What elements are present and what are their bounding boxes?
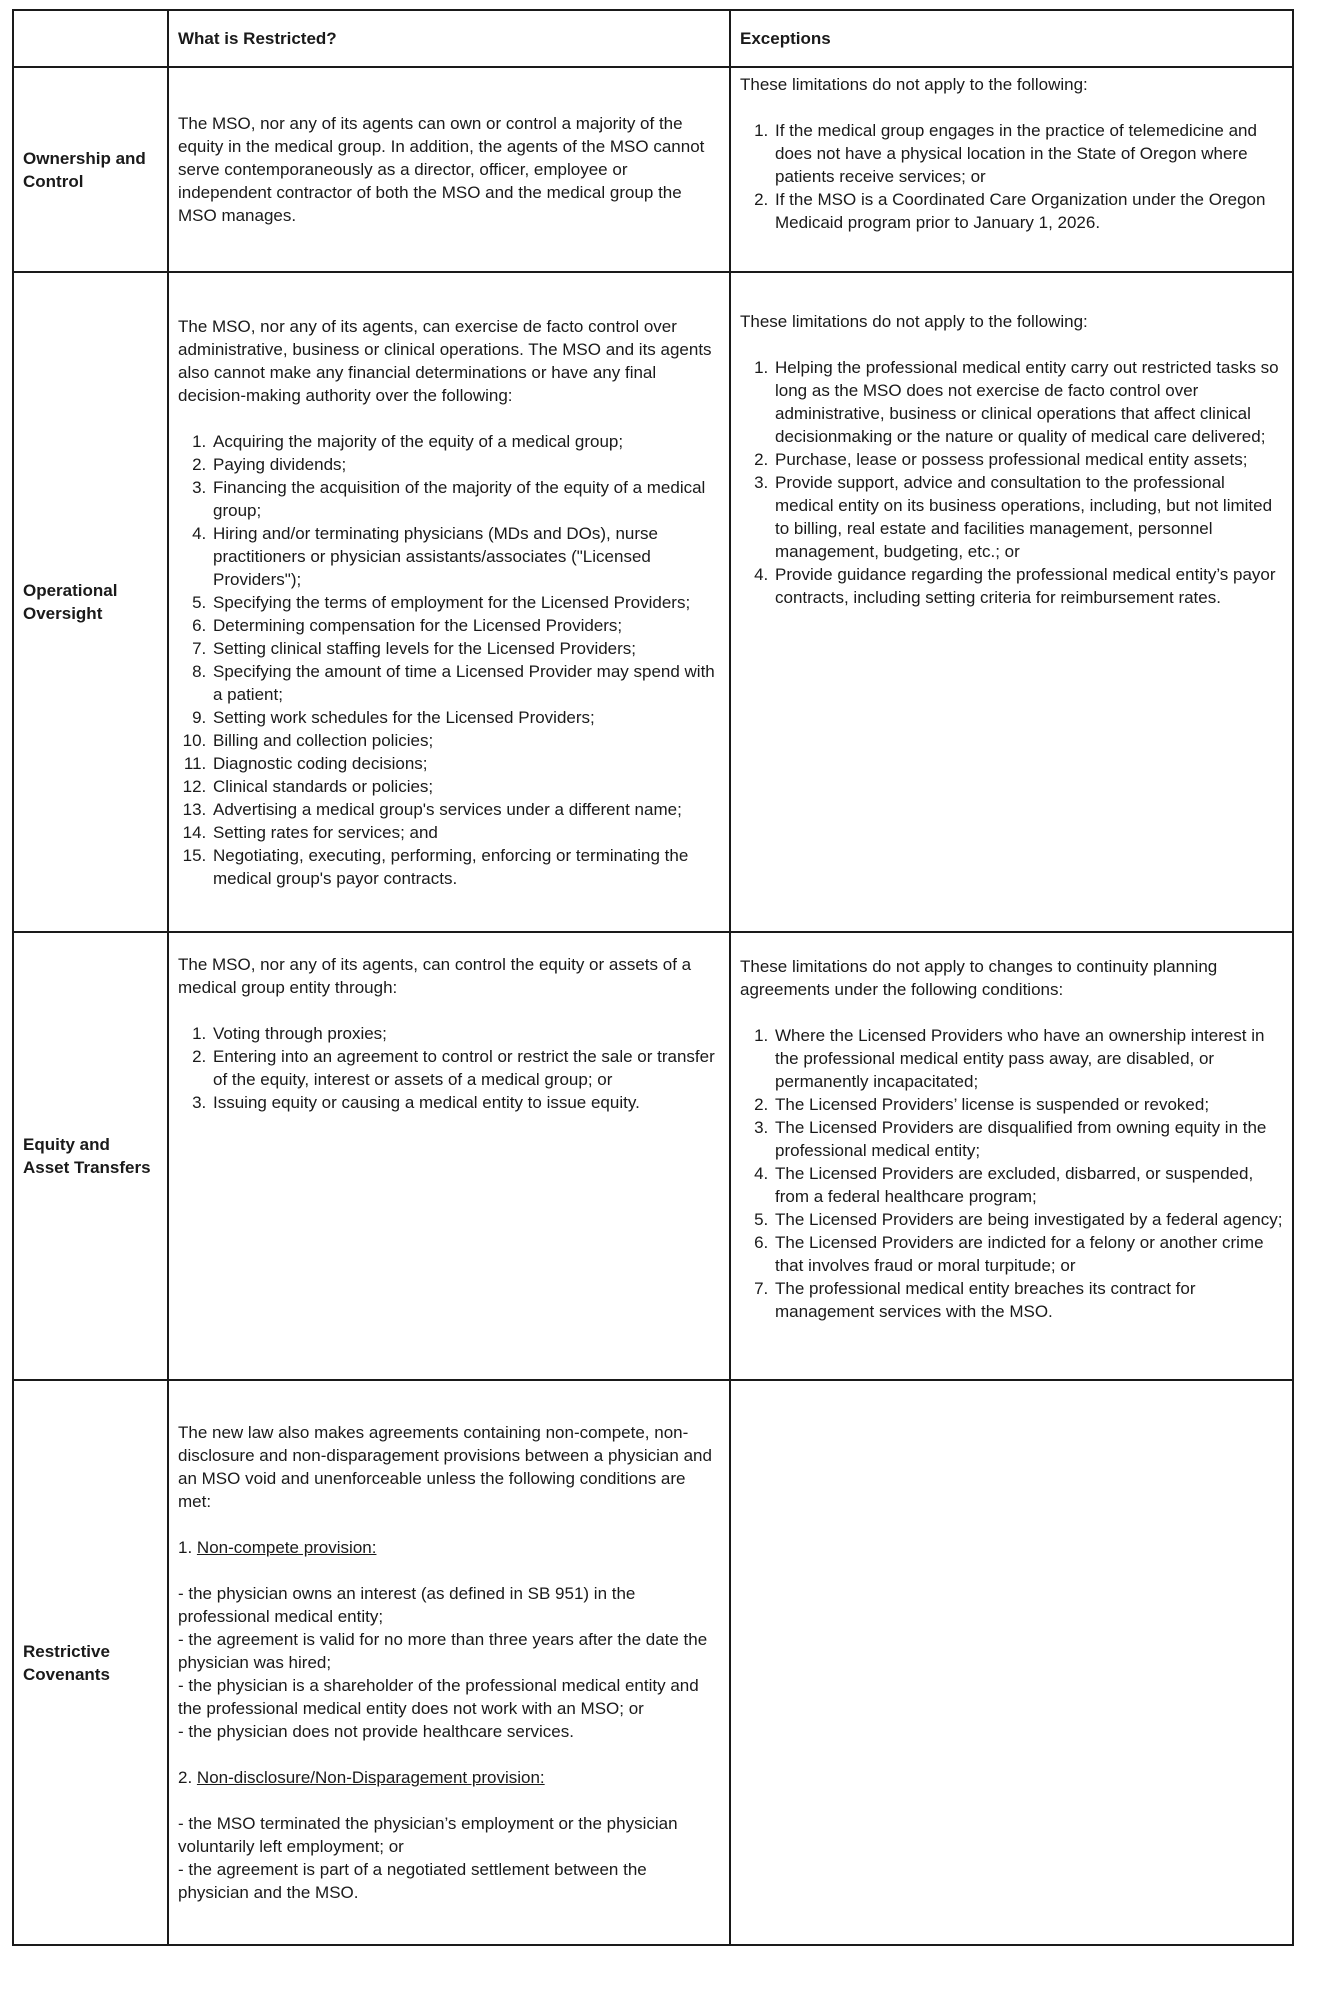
list-item: - the MSO terminated the physician’s employment or the physician voluntarily left employment; or [178, 1814, 678, 1856]
restricted-cell [168, 272, 730, 932]
row-label: Equity and Asset Transfers [13, 932, 168, 1380]
row-label: Operational Oversight [13, 272, 168, 932]
restricted-text: The new law also makes agreements containing non-compete, non-disclosure and non-disparagement provisions between a physician and an MSO void and unenforceable unless the following conditions are met: [178, 1423, 712, 1511]
exceptions-list [740, 1024, 1283, 1323]
exceptions-list [740, 119, 1283, 234]
list-item: 15. Negotiating, executing, performing, enforcing or terminating the medical group's payor contracts. [211, 844, 720, 890]
list-item: - the physician owns an interest (as defined in SB 951) in the professional medical entity; [178, 1584, 636, 1626]
list-item: 13. Advertising a medical group's services under a different name; [211, 798, 720, 821]
list-item: - the physician is a shareholder of the professional medical entity and the professional medical entity does not work with an MSO; or [178, 1676, 699, 1718]
list-item: 3. The Licensed Providers are disqualified from owning equity in the professional medical entity; [773, 1116, 1283, 1162]
exceptions-intro: These limitations do not apply to changes to continuity planning agreements under the following conditions: [740, 957, 1218, 999]
row-ownership-control [13, 67, 1293, 272]
restricted-list [178, 1022, 720, 1114]
exceptions-cell [730, 1380, 1293, 1945]
noncompete-number: 1. [178, 1538, 193, 1557]
list-item: 1. If the medical group engages in the practice of telemedicine and does not have a physical location in the State of Oregon where patients receive services; or [773, 119, 1283, 188]
list-item: - the agreement is valid for no more than three years after the date the physician was hired; [178, 1630, 708, 1672]
list-item: 3. Provide support, advice and consultation to the professional medical entity on its business operations, including, but not limited to billing, real estate and facilities management, personnel management, budgeting, etc.; or [773, 471, 1283, 563]
list-item: 8. Specifying the amount of time a Licensed Provider may spend with a patient; [211, 660, 720, 706]
restricted-text: The MSO, nor any of its agents, can control the equity or assets of a medical group entity through: [178, 955, 692, 997]
restricted-cell [168, 932, 730, 1380]
list-item: 5. Specifying the terms of employment for the Licensed Providers; [211, 591, 720, 614]
list-item: 5. The Licensed Providers are being investigated by a federal agency; [773, 1208, 1283, 1231]
restricted-list [178, 430, 720, 890]
list-item: 1. Acquiring the majority of the equity of a medical group; [211, 430, 720, 453]
list-item: 2. Purchase, lease or possess professional medical entity assets; [773, 448, 1283, 471]
row-label: Restrictive Covenants [13, 1380, 168, 1945]
restrictions-table [12, 9, 1294, 1946]
list-item: - the agreement is part of a negotiated settlement between the physician and the MSO. [178, 1860, 647, 1902]
list-item: 1. Where the Licensed Providers who have an ownership interest in the professional medical entity pass away, are disabled, or permanently incapacitated; [773, 1024, 1283, 1093]
exceptions-cell [730, 67, 1293, 272]
list-item: 12. Clinical standards or policies; [211, 775, 720, 798]
exceptions-list [740, 356, 1283, 609]
list-item: - the physician does not provide healthcare services. [178, 1722, 574, 1741]
noncompete-heading [178, 1536, 720, 1559]
list-item: 6. Determining compensation for the Licensed Providers; [211, 614, 720, 637]
header-row [13, 10, 1293, 67]
row-label: Ownership and Control [13, 67, 168, 272]
exceptions-cell [730, 932, 1293, 1380]
nondisclosure-heading-text: Non-disclosure/Non-Disparagement provision: [196, 1768, 545, 1787]
exceptions-cell [730, 272, 1293, 932]
list-item: 10. Billing and collection policies; [211, 729, 720, 752]
nondisclosure-number: 2. [178, 1768, 193, 1787]
list-item: 7. The professional medical entity breaches its contract for management services with the MSO. [773, 1277, 1283, 1323]
row-restrictive-covenants [13, 1380, 1293, 1945]
noncompete-heading-text: Non-compete provision: [196, 1538, 377, 1557]
list-item: 2. Entering into an agreement to control or restrict the sale or transfer of the equity, interest or assets of a medical group; or [211, 1045, 720, 1091]
list-item: 6. The Licensed Providers are indicted for a felony or another crime that involves fraud or moral turpitude; or [773, 1231, 1283, 1277]
list-item: 2. Paying dividends; [211, 453, 720, 476]
restricted-text: The MSO, nor any of its agents, can exercise de facto control over administrative, business or clinical operations. The MSO and its agents also cannot make any financial determinations or have any final decision-making authority over the following: [178, 316, 712, 405]
list-item: 4. The Licensed Providers are excluded, disbarred, or suspended, from a federal healthcare program; [773, 1162, 1283, 1208]
list-item: 14. Setting rates for services; and [211, 821, 720, 844]
list-item: 2. The Licensed Providers’ license is suspended or revoked; [773, 1093, 1283, 1116]
list-item: 9. Setting work schedules for the Licensed Providers; [211, 706, 720, 729]
row-equity-asset-transfers [13, 932, 1293, 1380]
header-blank [13, 10, 168, 67]
exceptions-intro: These limitations do not apply to the following: [740, 75, 1088, 94]
restricted-cell [168, 67, 730, 272]
header-exceptions: Exceptions [730, 10, 1293, 67]
list-item: 4. Provide guidance regarding the professional medical entity’s payor contracts, including setting criteria for reimbursement rates. [773, 563, 1283, 609]
list-item: 4. Hiring and/or terminating physicians (MDs and DOs), nurse practitioners or physician assistants/associates ("Licensed Providers"); [211, 522, 720, 591]
header-restricted: What is Restricted? [168, 10, 730, 67]
restricted-text: The MSO, nor any of its agents can own or control a majority of the equity in the medical group. In addition, the agents of the MSO cannot serve contemporaneously as a director, officer, employee or independent contractor of both the MSO and the medical group the MSO manages. [178, 114, 705, 225]
nondisclosure-heading [178, 1766, 720, 1789]
row-operational-oversight [13, 272, 1293, 932]
list-item: 1. Helping the professional medical entity carry out restricted tasks so long as the MSO does not exercise de facto control over administrative, business or clinical operations that affect clinical decisionmaking or the nature or quality of medical care delivered; [773, 356, 1283, 448]
list-item: 2. If the MSO is a Coordinated Care Organization under the Oregon Medicaid program prior to January 1, 2026. [773, 188, 1283, 234]
list-item: 3. Issuing equity or causing a medical entity to issue equity. [211, 1091, 720, 1114]
list-item: 3. Financing the acquisition of the majority of the equity of a medical group; [211, 476, 720, 522]
list-item: 7. Setting clinical staffing levels for the Licensed Providers; [211, 637, 720, 660]
list-item: 1. Voting through proxies; [211, 1022, 720, 1045]
list-item: 11. Diagnostic coding decisions; [211, 752, 720, 775]
restricted-cell [168, 1380, 730, 1945]
exceptions-intro: These limitations do not apply to the following: [740, 312, 1088, 331]
